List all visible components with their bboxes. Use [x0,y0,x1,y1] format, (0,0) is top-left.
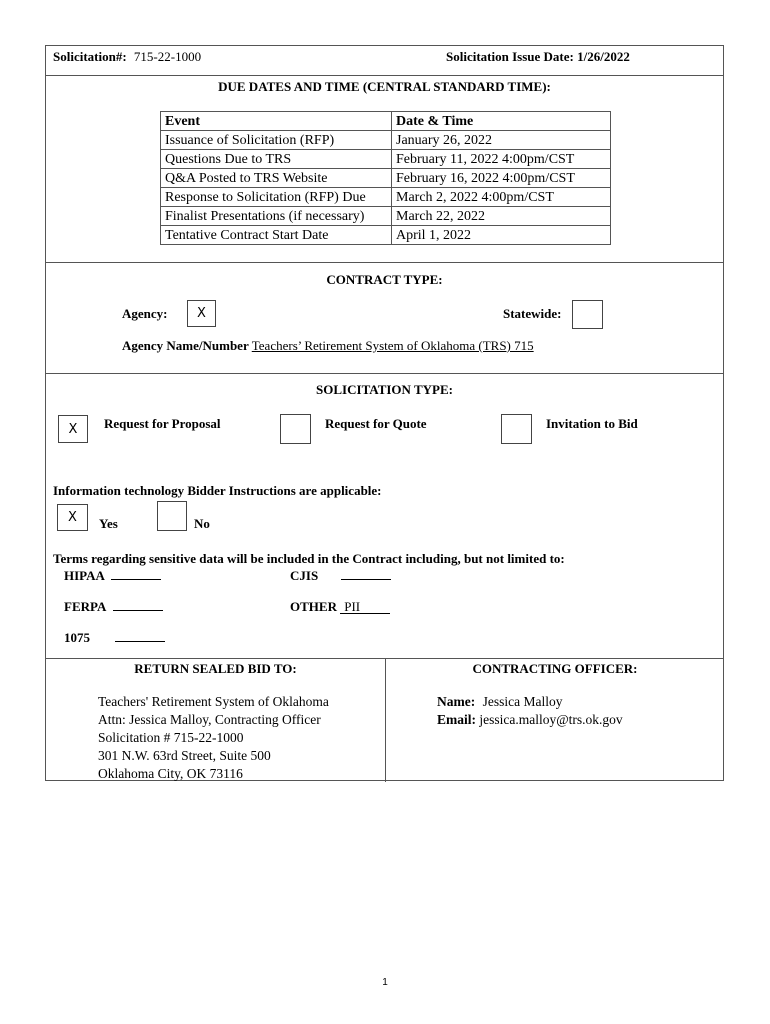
issue-date-value: 1/26/2022 [577,49,630,64]
contracting-officer-details [437,693,623,729]
rfq-label: Request for Quote [325,416,427,431]
itb-label: Invitation to Bid [546,416,638,431]
table-row [161,188,611,207]
event-cell: Questions Due to TRS [161,150,392,169]
contract-type-title: CONTRACT TYPE: [326,272,443,287]
issue-date-field [446,49,630,65]
officer-name-row [437,693,623,711]
cjis-field [290,568,391,584]
cjis-label: CJIS [290,568,319,583]
page-number: 1 [382,977,388,988]
ferpa-blank[interactable] [113,599,163,611]
it-yes-checkbox[interactable]: X [57,504,88,531]
other-field [290,599,390,615]
solicitation-number-value: 715-22-1000 [133,49,202,64]
return-bid-title: RETURN SEALED BID TO: [134,661,297,676]
rfp-checkbox[interactable]: X [58,415,88,443]
n1075-blank[interactable] [115,630,165,642]
rfq-checkbox[interactable] [280,414,311,444]
officer-name-label: Name: [437,694,476,709]
column-header-event: Event [161,112,392,131]
contracting-officer-title: CONTRACTING OFFICER: [472,661,638,676]
it-instructions-text: Information technology Bidder Instructions are applicable: [53,483,382,498]
agency-label: Agency: [122,306,168,321]
event-cell: Issuance of Solicitation (RFP) [161,131,392,150]
table-row [161,169,611,188]
ferpa-label: FERPA [64,599,106,614]
issue-date-label: Solicitation Issue Date: [446,49,574,64]
rfp-label: Request for Proposal [104,416,221,431]
agency-name-value: Teachers’ Retirement System of Oklahoma (TRS) 715 [251,338,534,353]
it-yes-label: Yes [99,516,118,531]
statewide-checkbox[interactable] [572,300,603,329]
officer-email-row [437,711,623,729]
officer-email-label: Email: [437,712,476,727]
divider [46,75,723,76]
due-dates-table [160,111,611,245]
agency-name-field [122,338,534,354]
table-header-row [161,112,611,131]
other-label: OTHER [290,599,337,614]
date-cell: January 26, 2022 [392,131,611,150]
solicitation-number-label: Solicitation#: [53,49,127,64]
sensitive-data-text: Terms regarding sensitive data will be included in the Contract including, but not limited to: [53,551,565,566]
hipaa-field [64,568,161,584]
n1075-field [64,630,165,646]
agency-checkbox[interactable]: X [187,300,216,327]
date-cell: March 2, 2022 4:00pm/CST [392,188,611,207]
event-cell: Finalist Presentations (if necessary) [161,207,392,226]
table-row [161,207,611,226]
statewide-label: Statewide: [503,306,562,321]
address-line: 301 N.W. 63rd Street, Suite 500 [98,748,271,763]
event-cell: Tentative Contract Start Date [161,226,392,245]
hipaa-blank[interactable] [111,568,161,580]
solicitation-type-title: SOLICITATION TYPE: [316,382,453,397]
table-row [161,150,611,169]
cjis-blank[interactable] [341,568,391,580]
table-row [161,226,611,245]
n1075-label: 1075 [64,630,90,645]
date-cell: April 1, 2022 [392,226,611,245]
event-cell: Response to Solicitation (RFP) Due [161,188,392,207]
itb-checkbox[interactable] [501,414,532,444]
ferpa-field [64,599,163,615]
officer-name: Jessica Malloy [482,694,563,709]
address-line: Teachers' Retirement System of Oklahoma [98,694,329,709]
other-value[interactable]: PII [340,601,390,614]
event-cell: Q&A Posted to TRS Website [161,169,392,188]
due-dates-title: DUE DATES AND TIME (CENTRAL STANDARD TIME): [218,79,551,94]
date-cell: March 22, 2022 [392,207,611,226]
divider [46,262,723,263]
address-line: Oklahoma City, OK 73116 [98,766,243,781]
it-no-checkbox[interactable] [157,501,187,531]
officer-email[interactable]: jessica.malloy@trs.ok.gov [479,712,623,727]
hipaa-label: HIPAA [64,568,105,583]
table-row [161,131,611,150]
address-line: Attn: Jessica Malloy, Contracting Officer [98,712,321,727]
divider [46,373,723,374]
it-no-label: No [194,516,210,531]
date-cell: February 16, 2022 4:00pm/CST [392,169,611,188]
column-header-date: Date & Time [392,112,611,131]
address-line: Solicitation # 715-22-1000 [98,730,244,745]
return-bid-address [98,693,329,783]
solicitation-form [45,45,724,781]
date-cell: February 11, 2022 4:00pm/CST [392,150,611,169]
solicitation-number-field [53,49,201,65]
agency-name-label: Agency Name/Number [122,338,249,353]
